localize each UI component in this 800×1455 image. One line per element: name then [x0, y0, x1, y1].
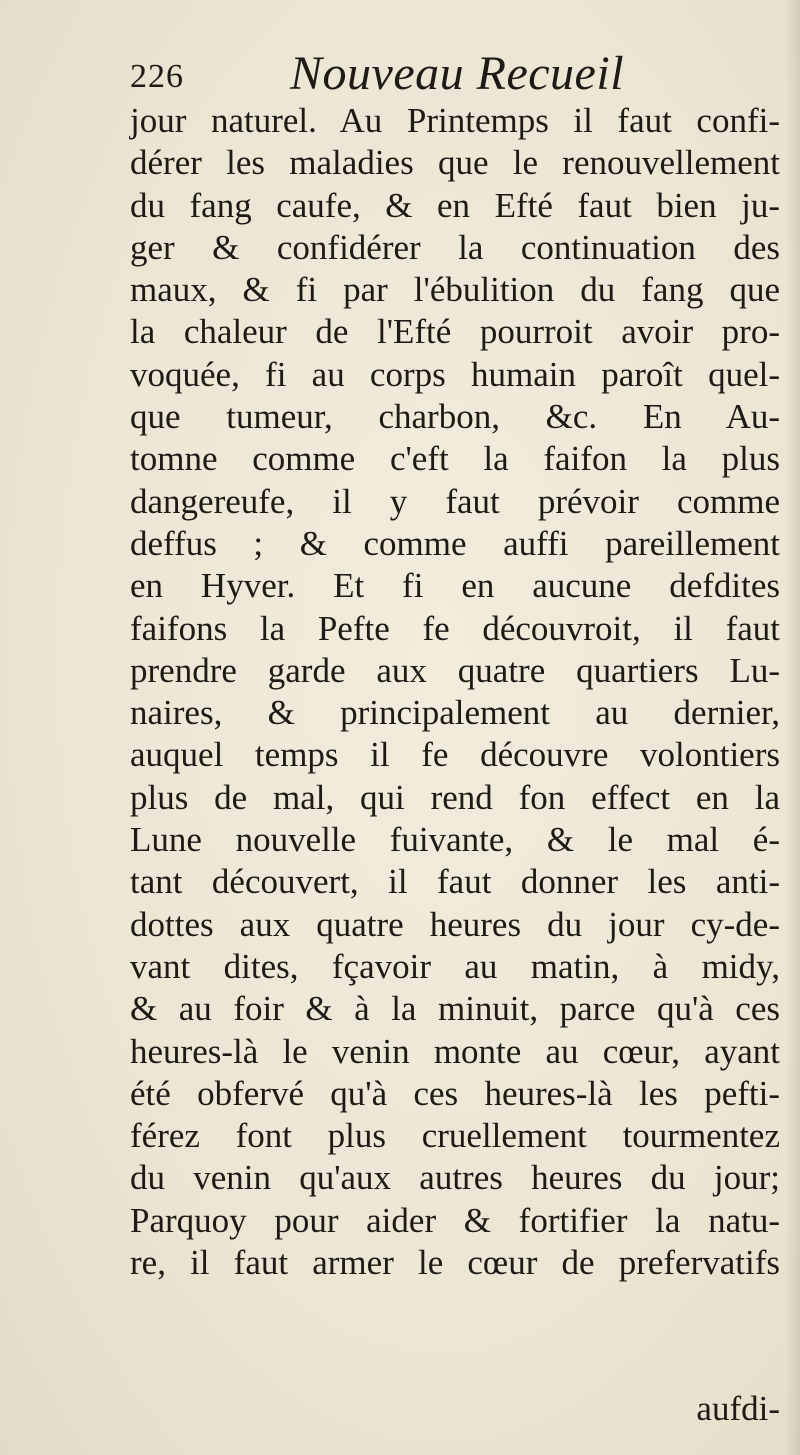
text-line: dangereufe, il y faut prévoir comme	[130, 481, 780, 521]
catchword-row	[130, 1388, 780, 1430]
text-line: été obfervé qu'à ces heures-là les pefti-	[130, 1073, 780, 1113]
text-line: voquée, fi au corps humain paroît quel-	[130, 354, 780, 394]
text-line: férez font plus cruellement tourmentez	[130, 1116, 780, 1156]
text-line: Lune nouvelle fuivante, & le mal é-	[130, 820, 780, 860]
text-line: maux, & fi par l'ébulition du fang que	[130, 270, 780, 310]
text-line: deffus ; & comme auffi pareillement	[130, 523, 780, 563]
text-line: & au foir & à la minuit, parce qu'à ces	[130, 989, 780, 1029]
page-number: 226	[130, 58, 184, 95]
text-line: heures-là le venin monte au cœur, ayant	[130, 1031, 780, 1071]
running-title: Nouveau Recueil	[290, 47, 625, 100]
text-line: la chaleur de l'Efté pourroit avoir pro-	[130, 312, 780, 352]
text-line: vant dites, fçavoir au matin, à midy,	[130, 946, 780, 986]
text-line: prendre garde aux quatre quartiers Lu-	[130, 650, 780, 690]
text-line: faifons la Pefte fe découvroit, il faut	[130, 608, 780, 648]
text-line: tomne comme c'eft la faifon la plus	[130, 439, 780, 479]
text-line: naires, & principalement au dernier,	[130, 693, 780, 733]
text-line: ger & confidérer la continuation des	[130, 227, 780, 267]
text-line: dottes aux quatre heures du jour cy-de-	[130, 904, 780, 944]
body-text	[130, 100, 780, 1284]
text-line: auquel temps il fe découvre volontiers	[130, 735, 780, 775]
page-header	[130, 46, 770, 106]
text-line: dérer les maladies que le renouvellement	[130, 143, 780, 183]
text-line: plus de mal, qui rend fon effect en la	[130, 777, 780, 817]
text-line: du fang caufe, & en Efté faut bien ju-	[130, 185, 780, 225]
text-line: que tumeur, charbon, &c. En Au-	[130, 397, 780, 437]
text-line: du venin qu'aux autres heures du jour;	[130, 1158, 780, 1198]
text-line: en Hyver. Et fi en aucune defdites	[130, 566, 780, 606]
text-line: tant découvert, il faut donner les anti-	[130, 862, 780, 902]
text-line: Parquoy pour aider & fortifier la natu-	[130, 1200, 780, 1240]
text-line: re, il faut armer le cœur de prefervatifs	[130, 1243, 780, 1283]
page-edge-shadow	[786, 0, 800, 1455]
catchword: aufdi-	[696, 1389, 780, 1428]
text-line: jour naturel. Au Printemps il faut confi-	[130, 101, 780, 140]
